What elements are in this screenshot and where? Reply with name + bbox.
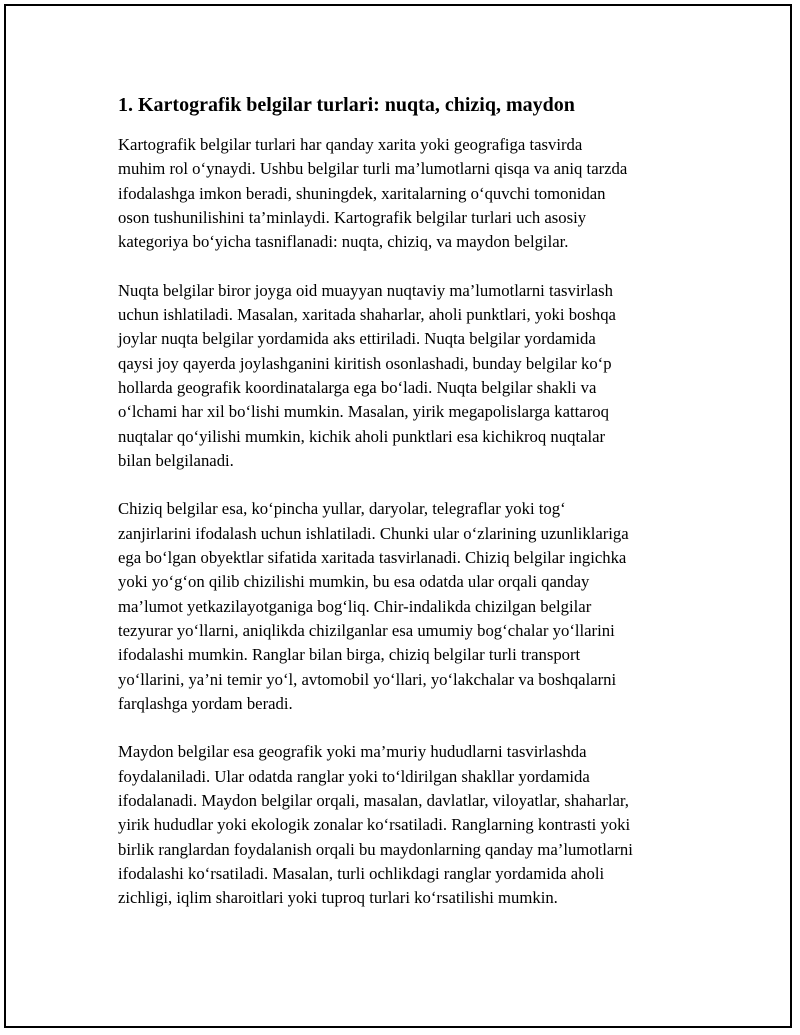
text-line: ifodalashi mumkin. Ranglar bilan birga, chiziq belgilar turli transport bbox=[118, 645, 581, 665]
text-line: uchun ishlatiladi. Masalan, xaritada shaharlar, aholi punktlari, yoki boshqa bbox=[118, 305, 616, 325]
paragraph-area-symbols bbox=[118, 740, 693, 910]
text-line: yirik hududlar yoki ekologik zonalar ko‘rsatiladi. Ranglarning kontrasti yoki bbox=[118, 815, 631, 835]
text-line: yoki yo‘g‘on qilib chizilishi mumkin, bu esa odatda ular orqali qanday bbox=[118, 572, 590, 592]
text-line: Maydon belgilar esa geografik yoki ma’muriy hududlarni tasvirlashda bbox=[118, 742, 587, 762]
text-line: ma’lumot yetkazilayotganiga bog‘liq. Chir-indalikda chizilgan belgilar bbox=[118, 596, 592, 616]
text-line: ega bo‘lgan obyektlar sifatida xaritada tasvirlanadi. Chiziq belgilar ingichka bbox=[118, 548, 627, 568]
text-line: bilan belgilanadi. bbox=[118, 450, 234, 470]
paragraph-point-symbols bbox=[118, 279, 693, 473]
text-line: Nuqta belgilar biror joyga oid muayyan nuqtaviy ma’lumotlarni tasvirlash bbox=[118, 280, 613, 300]
text-line: yo‘llarini, ya’ni temir yo‘l, avtomobil yo‘llari, yo‘lakchalar va boshqalarni bbox=[118, 669, 617, 689]
text-line: joylar nuqta belgilar yordamida aks ettiriladi. Nuqta belgilar yordamida bbox=[118, 329, 596, 349]
document-body bbox=[118, 92, 693, 935]
text-line: tezyurar yo‘llarni, aniqlikda chizilganlar esa umumiy bog‘chalar yo‘llarini bbox=[118, 620, 615, 640]
section-heading: 1. Kartografik belgilar turlari: nuqta, chiziq, maydon bbox=[118, 94, 575, 116]
text-line: muhim rol o‘ynaydi. Ushbu belgilar turli ma’lumotlarni qisqa va aniq tarzda bbox=[118, 159, 628, 179]
paragraph-line-symbols bbox=[118, 497, 693, 716]
text-line: nuqtalar qo‘yilishi mumkin, kichik aholi punktlari esa kichikroq nuqtalar bbox=[118, 426, 606, 446]
text-line: birlik ranglardan foydalanish orqali bu maydonlarning qanday ma’lumotlarni bbox=[118, 839, 633, 859]
text-line: hollarda geografik koordinatalarga ega bo‘ladi. Nuqta belgilar shakli va bbox=[118, 377, 597, 397]
text-line: Chiziq belgilar esa, ko‘pincha yullar, daryolar, telegraflar yoki tog‘ bbox=[118, 499, 566, 519]
text-line: qaysi joy qayerda joylashganini kiritish osonlashadi, bunday belgilar ko‘p bbox=[118, 353, 612, 373]
text-line: oson tushunilishini ta’minlaydi. Kartografik belgilar turlari uch asosiy bbox=[118, 207, 587, 227]
text-line: foydalaniladi. Ular odatda ranglar yoki to‘ldirilgan shakllar yordamida bbox=[118, 766, 590, 786]
text-line: zanjirlarini ifodalash uchun ishlatiladi. Chunki ular o‘zlarining uzunliklariga bbox=[118, 523, 629, 543]
text-line: ifodalanadi. Maydon belgilar orqali, masalan, davlatlar, viloyatlar, shaharlar, bbox=[118, 791, 629, 811]
text-line: Kartografik belgilar turlari har qanday xarita yoki geografiga tasvirda bbox=[118, 135, 583, 154]
text-line: kategoriya bo‘yicha tasniflanadi: nuqta, chiziq, va maydon belgilar. bbox=[118, 232, 569, 252]
paragraph-intro bbox=[118, 133, 693, 254]
text-line: zichligi, iqlim sharoitlari yoki tuproq turlari ko‘rsatilishi mumkin. bbox=[118, 888, 558, 908]
text-line: ifodalashi ko‘rsatiladi. Masalan, turli ochlikdagi ranglar yordamida aholi bbox=[118, 863, 605, 883]
text-line: ifodalashga imkon beradi, shuningdek, xaritalarning o‘quvchi tomonidan bbox=[118, 183, 606, 203]
text-line: o‘lchami har xil bo‘lishi mumkin. Masalan, yirik megapolislarga kattaroq bbox=[118, 402, 609, 422]
text-line: farqlashga yordam beradi. bbox=[118, 693, 293, 713]
